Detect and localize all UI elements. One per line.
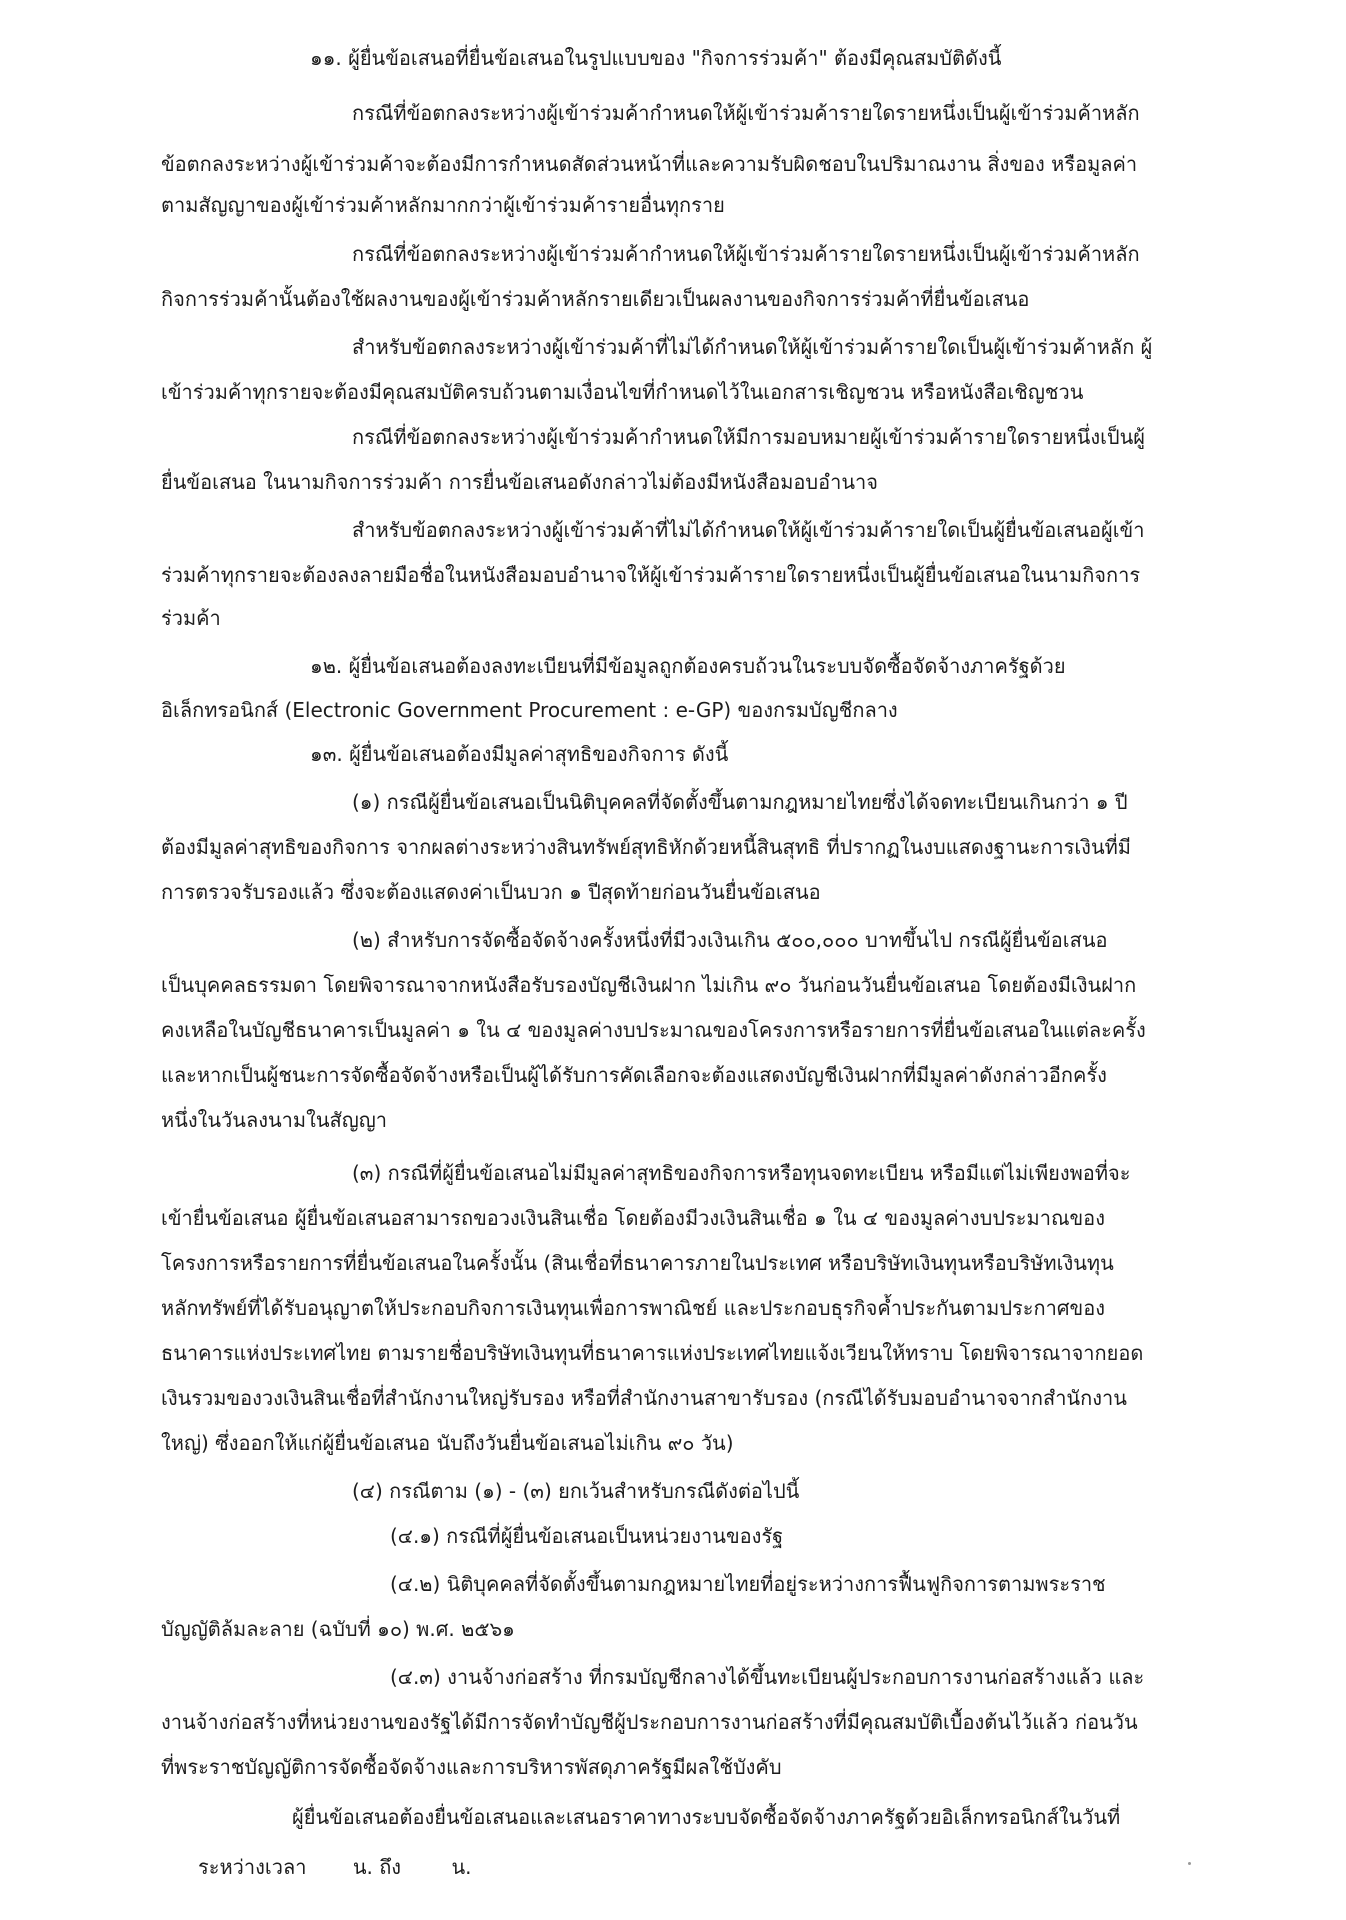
paragraph-line: เป็นบุคคลธรรมดา โดยพิจารณาจากหนังสือรับรองบัญชีเงินฝาก ไม่เกิน ๙๐ วันก่อนวันยื่นข้อเสนอ โดยต้องมีเงินฝาก (161, 973, 1137, 997)
paragraph-line: สำหรับข้อตกลงระหว่างผู้เข้าร่วมค้าที่ไม่ได้กำหนดให้ผู้เข้าร่วมค้ารายใดเป็นผู้เข้าร่วมค้าหลัก ผู้ (352, 335, 1153, 359)
paragraph-line: การตรวจรับรองแล้ว ซึ่งจะต้องแสดงค่าเป็นบวก ๑ ปีสุดท้ายก่อนวันยื่นข้อเสนอ (161, 880, 821, 904)
submission-time-line (198, 1854, 471, 1880)
paragraph-line: กรณีที่ข้อตกลงระหว่างผู้เข้าร่วมค้ากำหนดให้ผู้เข้าร่วมค้ารายใดรายหนึ่งเป็นผู้เข้าร่วมค้าหลัก (352, 242, 1140, 266)
paragraph-line: หนึ่งในวันลงนามในสัญญา (161, 1108, 388, 1132)
paragraph-line: (๓) กรณีที่ผู้ยื่นข้อเสนอไม่มีมูลค่าสุทธิของกิจการหรือทุนจดทะเบียน หรือมีแต่ไม่เพียงพอที่จะ (352, 1161, 1131, 1185)
paragraph-line: และหากเป็นผู้ชนะการจัดซื้อจัดจ้างหรือเป็นผู้ได้รับการคัดเลือกจะต้องแสดงบัญชีเงินฝากที่มีมูลค่าดังกล่าวอีกครั้ง (161, 1063, 1107, 1087)
paragraph-line: ต้องมีมูลค่าสุทธิของกิจการ จากผลต่างระหว่างสินทรัพย์สุทธิหักด้วยหนี้สินสุทธิ ที่ปรากฏในงบแสดงฐานะการเงินที่มี (161, 835, 1131, 859)
paragraph-line: ใหญ่) ซึ่งออกให้แก่ผู้ยื่นข้อเสนอ นับถึงวันยื่นข้อเสนอไม่เกิน ๙๐ วัน) (161, 1431, 734, 1455)
paragraph-line: กรณีที่ข้อตกลงระหว่างผู้เข้าร่วมค้ากำหนดให้มีการมอบหมายผู้เข้าร่วมค้ารายใดรายหนึ่งเป็นผู้ (352, 425, 1146, 449)
paragraph-line: ร่วมค้า (161, 606, 221, 630)
paragraph-line: เงินรวมของวงเงินสินเชื่อที่สำนักงานใหญ่รับรอง หรือที่สำนักงานสาขารับรอง (กรณีได้รับมอบอำนาจจากสำนักงาน (161, 1386, 1127, 1410)
time-label: ระหว่างเวลา (198, 1855, 307, 1879)
paragraph-line: (๑) กรณีผู้ยื่นข้อเสนอเป็นนิติบุคคลที่จัดตั้งขึ้นตามกฎหมายไทยซึ่งได้จดทะเบียนเกินกว่า ๑ ปี (352, 790, 1128, 814)
paragraph-line: (๔.๑) กรณีที่ผู้ยื่นข้อเสนอเป็นหน่วยงานของรัฐ (390, 1524, 784, 1548)
paragraph-line: อิเล็กทรอนิกส์ (Electronic Government Procurement : e-GP) ของกรมบัญชีกลาง (161, 698, 898, 722)
paragraph-line: หลักทรัพย์ที่ได้รับอนุญาตให้ประกอบกิจการเงินทุนเพื่อการพาณิชย์ และประกอบธุรกิจค้ำประกันตามประกาศของ (161, 1296, 1106, 1320)
paragraph-line: โครงการหรือรายการที่ยื่นข้อเสนอในครั้งนั้น (สินเชื่อที่ธนาคารภายในประเทศ หรือบริษัทเงินทุนหรือบริษัทเงินทุน (161, 1251, 1114, 1275)
paragraph-line: เข้าร่วมค้าทุกรายจะต้องมีคุณสมบัติครบถ้วนตามเงื่อนไขที่กำหนดไว้ในเอกสารเชิญชวน หรือหนังสือเชิญชวน (161, 380, 1084, 404)
paragraph-line: งานจ้างก่อสร้างที่หน่วยงานของรัฐได้มีการจัดทำบัญชีผู้ประกอบการงานก่อสร้างที่มีคุณสมบัติเบื้องต้นไว้แล้ว ก่อนวัน (161, 1710, 1138, 1734)
paragraph-line: กิจการร่วมค้านั้นต้องใช้ผลงานของผู้เข้าร่วมค้าหลักรายเดียวเป็นผลงานของกิจการร่วมค้าที่ยื่นข้อเสนอ (161, 287, 1030, 311)
paragraph-line: เข้ายื่นข้อเสนอ ผู้ยื่นข้อเสนอสามารถขอวงเงินสินเชื่อ โดยต้องมีวงเงินสินเชื่อ ๑ ใน ๔ ของมูลค่างบประมาณของ (161, 1206, 1105, 1230)
clause-13-heading: ๑๓. ผู้ยื่นข้อเสนอต้องมีมูลค่าสุทธิของกิจการ ดังนี้ (310, 742, 729, 766)
paragraph-line: ธนาคารแห่งประเทศไทย ตามรายชื่อบริษัทเงินทุนที่ธนาคารแห่งประเทศไทยแจ้งเวียนให้ทราบ โดยพิจารณาจากยอด (161, 1341, 1144, 1365)
time-unit-to: น. (451, 1855, 472, 1879)
paragraph-line: คงเหลือในบัญชีธนาคารเป็นมูลค่า ๑ ใน ๔ ของมูลค่างบประมาณของโครงการหรือรายการที่ยื่นข้อเสนอในแต่ละครั้ง (161, 1018, 1146, 1042)
paragraph-line: ยื่นข้อเสนอ ในนามกิจการร่วมค้า การยื่นข้อเสนอดังกล่าวไม่ต้องมีหนังสือมอบอำนาจ (161, 470, 878, 494)
paragraph-line: ตามสัญญาของผู้เข้าร่วมค้าหลักมากกว่าผู้เข้าร่วมค้ารายอื่นทุกราย (161, 193, 725, 217)
paragraph-line: (๔.๒) นิติบุคคลที่จัดตั้งขึ้นตามกฎหมายไทยที่อยู่ระหว่างการฟื้นฟูกิจการตามพระราช (390, 1572, 1106, 1596)
time-unit-from: น. ถึง (352, 1855, 402, 1879)
paragraph-line: บัญญัติล้มละลาย (ฉบับที่ ๑๐) พ.ศ. ๒๕๖๑ (161, 1617, 515, 1641)
paragraph-line: กรณีที่ข้อตกลงระหว่างผู้เข้าร่วมค้ากำหนดให้ผู้เข้าร่วมค้ารายใดรายหนึ่งเป็นผู้เข้าร่วมค้าหลัก (352, 101, 1140, 125)
paragraph-line: สำหรับข้อตกลงระหว่างผู้เข้าร่วมค้าที่ไม่ได้กำหนดให้ผู้เข้าร่วมค้ารายใดเป็นผู้ยื่นข้อเสนอผู้เข้า (352, 518, 1145, 542)
paragraph-line: ที่พระราชบัญญัติการจัดซื้อจัดจ้างและการบริหารพัสดุภาครัฐมีผลใช้บังคับ (161, 1755, 782, 1779)
scan-speck (1188, 1862, 1191, 1865)
paragraph-line: (๔) กรณีตาม (๑) - (๓) ยกเว้นสำหรับกรณีดังต่อไปนี้ (352, 1479, 800, 1503)
paragraph-line: ร่วมค้าทุกรายจะต้องลงลายมือชื่อในหนังสือมอบอำนาจให้ผู้เข้าร่วมค้ารายใดรายหนึ่งเป็นผู้ยื่นข้อเสนอในนามกิจการ (161, 563, 1141, 587)
paragraph-line: ผู้ยื่นข้อเสนอต้องยื่นข้อเสนอและเสนอราคาทางระบบจัดซื้อจัดจ้างภาครัฐด้วยอิเล็กทรอนิกส์ในวันที่ (292, 1805, 1121, 1829)
paragraph-line: ข้อตกลงระหว่างผู้เข้าร่วมค้าจะต้องมีการกำหนดสัดส่วนหน้าที่และความรับผิดชอบในปริมาณงาน สิ่งของ หรือมูลค่า (161, 152, 1138, 176)
clause-11-heading: ๑๑. ผู้ยื่นข้อเสนอที่ยื่นข้อเสนอในรูปแบบของ "กิจการร่วมค้า" ต้องมีคุณสมบัติดังนี้ (310, 46, 1002, 70)
paragraph-line: (๔.๓) งานจ้างก่อสร้าง ที่กรมบัญชีกลางได้ขึ้นทะเบียนผู้ประกอบการงานก่อสร้างแล้ว และ (390, 1665, 1145, 1689)
paragraph-line: (๒) สำหรับการจัดซื้อจัดจ้างครั้งหนึ่งที่มีวงเงินเกิน ๕๐๐,๐๐๐ บาทขึ้นไป กรณีผู้ยื่นข้อเสนอ (352, 928, 1108, 952)
clause-12-heading: ๑๒. ผู้ยื่นข้อเสนอต้องลงทะเบียนที่มีข้อมูลถูกต้องครบถ้วนในระบบจัดซื้อจัดจ้างภาครัฐด้วย (310, 654, 1066, 678)
